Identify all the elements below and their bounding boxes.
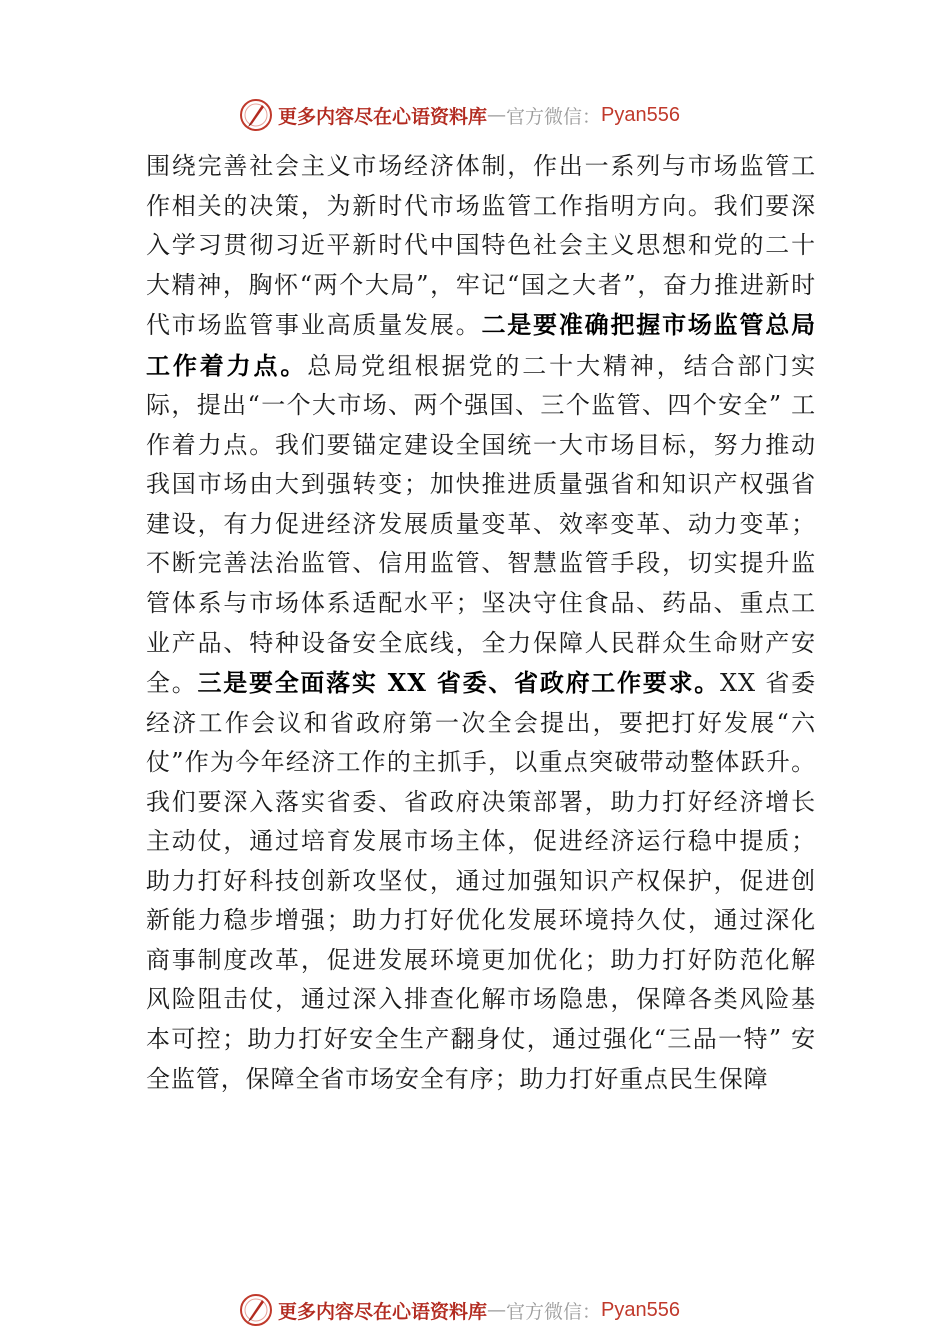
official-wechat-label: 官方微信： (506, 105, 602, 128)
wechat-id: Pyan556 (601, 103, 680, 126)
heading-point-three: 三是要全面落实 XX 省委、省政府工作要求。 (197, 668, 720, 698)
body-text-run: 总局党组根据党的二十大精神，结合部门实际，提出“一个大市场、两个强国、三个监管、四个安全” 工作着力点。我们要锚定建设全国统一大市场目标，努力推动我国市场由大到强转变；加快推进质量强省和知识产权强省建设，有力促进经济发展质量变革、效率变革、动力变革； 不断完善法治监管、信用监管、智慧监管手段，切实提升监管体系与市场体系适配水平；坚决守住食品、药品、重点工业产品、特种设备安全底线，全力保障人民群众生命财产安全。 (146, 351, 816, 698)
heading-point-two: 二是要准确把握市场监管总局工作着力点。 (146, 310, 816, 380)
footer-watermark-banner (238, 1290, 758, 1330)
banner-dash: — (487, 104, 507, 126)
banner-dash: — (487, 1299, 507, 1321)
header-watermark-banner (238, 95, 758, 135)
official-wechat-label: 官方微信： (506, 1300, 602, 1323)
wechat-id: Pyan556 (601, 1298, 680, 1321)
brand-text: 更多内容尽在心语资料库 (278, 1300, 488, 1323)
quill-logo-icon (238, 97, 274, 133)
brand-text: 更多内容尽在心语资料库 (278, 105, 488, 128)
body-text-run: 围绕完善社会主义市场经济体制，作出一系列与市场监管工作相关的决策，为新时代市场监管工作指明方向。我们要深入学习贯彻习近平新时代中国特色社会主义思想和党的二十大精神，胸怀“两个大局”，牢记“国之大者”，奋力推进新时代市场监管事业高质量发展。 (146, 152, 816, 340)
body-text-run: XX 省委经济工作会议和省政府第一次全会提出，要把打好发展“六仗”作为今年经济工作的主抓手，以重点突破带动整体跃升。我们要深入落实省委、省政府决策部署，助力打好经济增长主动仗，通过培育发展市场主体，促进经济运行稳中提质； 助力打好科技创新攻坚仗，通过加强知识产权保护，促进创新能力稳步增强；助力打好优化发展环境持久仗，通过深化商事制度改革，促进发展环境更加优化；助力打好防范化解风险阻击仗，通过深入排查化解市场隐患，保障各类风险基本可控；助力打好安全生产翻身仗，通过强化“三品一特” 安全监管，保障全省市场安全有序；助力打好重点民生保障 (146, 669, 816, 1093)
quill-logo-icon (238, 1292, 274, 1328)
document-body (146, 147, 816, 1099)
